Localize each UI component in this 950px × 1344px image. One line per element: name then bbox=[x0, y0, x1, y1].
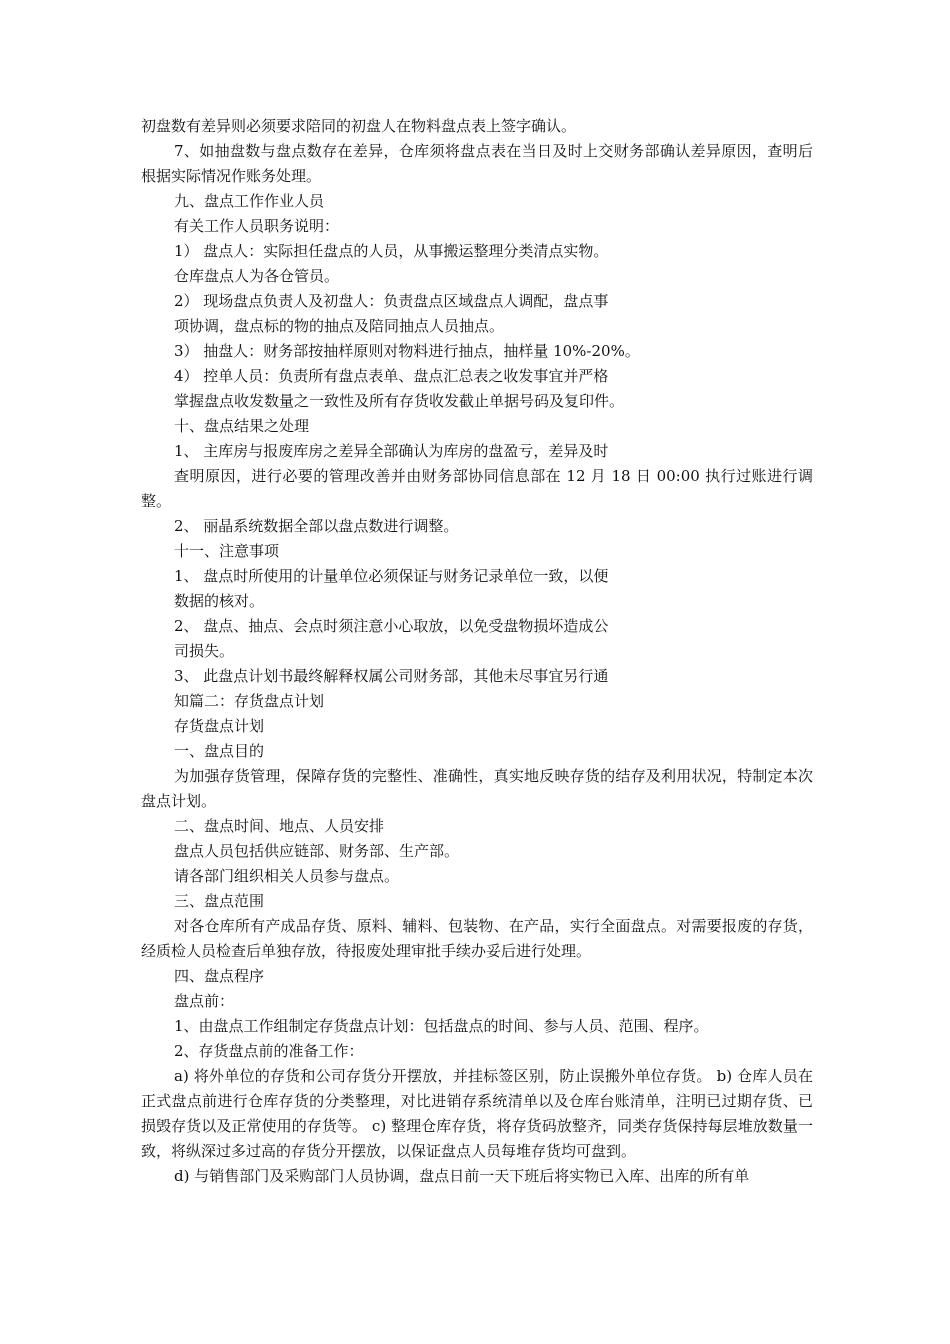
section-heading: 三、盘点范围 bbox=[174, 892, 265, 910]
list-item: 2、存货盘点前的准备工作： bbox=[174, 1042, 364, 1060]
section-heading: 九、盘点工作作业人员 bbox=[174, 192, 325, 210]
list-item: 2、 丽晶系统数据全部以盘点数进行调整。 bbox=[174, 517, 459, 535]
section-heading: 一、盘点目的 bbox=[174, 742, 265, 760]
list-item: 1） 盘点人：实际担任盘点的人员，从事搬运整理分类清点实物。 bbox=[174, 242, 609, 260]
paragraph: 盘点人员包括供应链部、财务部、生产部。 bbox=[174, 842, 460, 860]
list-item: 1、 盘点时所使用的计量单位必须保证与财务记录单位一致，以便 bbox=[174, 567, 609, 585]
list-item: 1、由盘点工作组制定存货盘点计划：包括盘点的时间、参与人员、范围、程序。 bbox=[174, 1017, 709, 1035]
document-body bbox=[141, 114, 813, 1189]
section-heading: 知篇二：存货盘点计划 bbox=[174, 692, 325, 710]
section-heading: 十一、注意事项 bbox=[174, 542, 280, 560]
list-item: 1、 主库房与报废库房之差异全部确认为库房的盘盈亏，差异及时 bbox=[174, 442, 609, 460]
paragraph: 为加强存货管理，保障存货的完整性、准确性，真实地反映存货的结存及利用状况，特制定本次盘点计划。 bbox=[141, 767, 813, 810]
paragraph: 查明原因，进行必要的管理改善并由财务部协同信息部在 12 月 18 日 00:00 执行过账进行调整。 bbox=[141, 467, 813, 510]
paragraph: a) 将外单位的存货和公司存货分开摆放，并挂标签区别，防止误搬外单位存货。 b) 仓库人员在正式盘点前进行仓库存货的分类整理，对比进销存系统清单以及仓库台账清单，注明已过期存货、已损毁存货以及正常使用的存货等。 c) 整理仓库存货，将存货码放整齐，同类存货保持每层堆放数量一致，将纵深过多过高的存货分开摆放，以保证盘点人员每堆存货均可盘到。 bbox=[141, 1067, 813, 1160]
paragraph: 对各仓库所有产成品存货、原料、辅料、包装物、在产品，实行全面盘点。对需要报废的存货，经质检人员检查后单独存放，待报废处理审批手续办妥后进行处理。 bbox=[141, 917, 813, 960]
list-item: 3、 此盘点计划书最终解释权属公司财务部，其他未尽事宜另行通 bbox=[174, 667, 609, 685]
document-title: 存货盘点计划 bbox=[174, 717, 265, 735]
paragraph: 请各部门组织相关人员参与盘点。 bbox=[174, 867, 400, 885]
paragraph: d) 与销售部门及采购部门人员协调，盘点日前一天下班后将实物已入库、出库的所有单 bbox=[174, 1167, 750, 1185]
paragraph: 7、如抽盘数与盘点数存在差异，仓库须将盘点表在当日及时上交财务部确认差异原因，查明后根据实际情况作账务处理。 bbox=[141, 142, 813, 185]
paragraph: 掌握盘点收发数量之一致性及所有存货收发截止单据号码及复印件。 bbox=[174, 392, 625, 410]
paragraph: 项协调，盘点标的物的抽点及陪同抽点人员抽点。 bbox=[174, 317, 505, 335]
paragraph: 盘点前： bbox=[174, 992, 235, 1010]
list-item: 3） 抽盘人：财务部按抽样原则对物料进行抽点，抽样量 10%-20%。 bbox=[174, 342, 640, 360]
paragraph: 仓库盘点人为各仓管员。 bbox=[174, 267, 340, 285]
paragraph: 数据的核对。 bbox=[174, 592, 265, 610]
paragraph: 有关工作人员职务说明： bbox=[174, 217, 340, 235]
list-item: 4） 控单人员：负责所有盘点表单、盘点汇总表之收发事宜并严格 bbox=[174, 367, 609, 385]
section-heading: 二、盘点时间、地点、人员安排 bbox=[174, 817, 385, 835]
list-item: 2） 现场盘点负责人及初盘人：负责盘点区域盘点人调配，盘点事 bbox=[174, 292, 609, 310]
section-heading: 四、盘点程序 bbox=[174, 967, 265, 985]
list-item: 2、 盘点、抽点、会点时须注意小心取放，以免受盘物损坏造成公 bbox=[174, 617, 609, 635]
paragraph: 司损失。 bbox=[174, 642, 235, 660]
section-heading: 十、盘点结果之处理 bbox=[174, 417, 310, 435]
paragraph: 初盘数有差异则必须要求陪同的初盘人在物料盘点表上签字确认。 bbox=[141, 117, 577, 135]
